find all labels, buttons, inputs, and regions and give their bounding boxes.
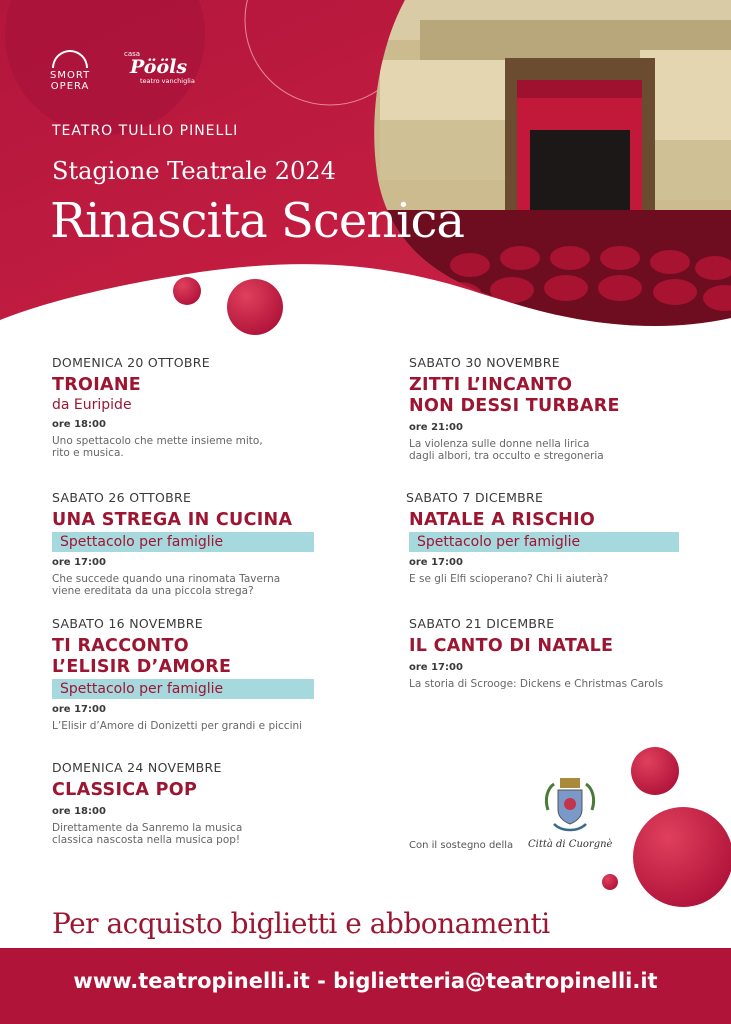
event-time: ore 17:00 [52,557,106,568]
event-zitti [409,355,620,462]
ball-right-medium [631,747,679,795]
family-badge: Spettacolo per famiglie [52,679,314,699]
event-time: ore 17:00 [52,704,106,715]
event-title: TROIANE [52,375,142,395]
coat-of-arms-icon [542,776,598,838]
event-time: ore 18:00 [52,419,106,430]
event-description: Uno spettacolo che mette insieme mito, rito e musica. [52,435,263,459]
event-description: La violenza sulle donne nella lirica dagli albori, tra occulto e stregoneria [409,438,604,462]
event-title: ZITTI L’INCANTO NON DESSI TURBARE [409,375,620,416]
event-title: TI RACCONTO L’ELISIR D’AMORE [52,636,232,677]
event-description: Che succede quando una rinomata Taverna viene ereditata da una piccola strega? [52,573,281,597]
tickets-heading: Per acquisto biglietti e abbonamenti [52,907,550,940]
logo-casa-text: casa [124,50,141,58]
event-troiane [52,355,263,459]
logo-opera-text: OPERA [50,81,90,92]
ball-right-tiny [602,874,618,890]
venue-name: TEATRO TULLIO PINELLI [52,123,239,139]
event-subtitle: da Euripide [52,397,132,413]
event-date: SABATO 16 NOVEMBRE [52,616,203,631]
event-description: L’Elisir d’Amore di Donizetti per grandi e piccini [52,720,303,732]
ball-medium [227,279,283,335]
event-date: DOMENICA 24 NOVEMBRE [52,760,222,775]
event-time: ore 18:00 [52,806,106,817]
city-name: Città di Cuorgnè [528,839,613,850]
logo-smart-o: O [66,70,76,81]
ball-right-large [633,807,731,907]
event-description: La storia di Scrooge: Dickens e Christmas Carols [409,678,664,690]
event-title: CLASSICA POP [52,780,198,800]
smart-opera-logo [50,50,90,92]
event-title: IL CANTO DI NATALE [409,636,614,656]
event-canto-natale [409,616,663,690]
event-time: ore 17:00 [409,557,463,568]
event-date: DOMENICA 20 OTTOBRE [52,355,210,370]
sponsor-label: Con il sostegno della [409,840,514,851]
event-title: NATALE A RISCHIO [409,510,596,530]
event-time: ore 21:00 [409,422,463,433]
logo-pools-text: Pööls [130,56,188,78]
event-date: SABATO 26 OTTOBRE [52,490,192,505]
event-strega [52,490,314,597]
event-date: SABATO 30 NOVEMBRE [409,355,560,370]
family-badge: Spettacolo per famiglie [52,532,314,552]
event-time: ore 17:00 [409,662,463,673]
logo-smart-part1: SM [50,70,67,81]
event-elisir [52,616,314,732]
contact-links[interactable]: www.teatropinelli.it - biglietteria@teatropinelli.it [73,969,658,993]
season-title: Stagione Teatrale 2024 [52,157,336,185]
casa-pools-logo [124,50,195,85]
ball-small [173,277,201,305]
headline: Rinascita Scenica [50,193,464,249]
event-classica-pop [52,760,242,846]
event-description: Direttamente da Sanremo la musica classica nascosta nella musica pop! [52,822,243,846]
event-title: UNA STREGA IN CUCINA [52,510,293,530]
logo-ring-icon [52,50,88,68]
logo-smart-part2: RT [75,70,91,81]
theatre-photo [370,0,731,340]
logo-sub-text: teatro vanchiglia [140,77,195,85]
event-date: SABATO 7 DICEMBRE [406,490,544,505]
event-description: E se gli Elfi scioperano? Chi li aiuterà? [409,573,609,585]
family-badge: Spettacolo per famiglie [409,532,679,552]
event-date: SABATO 21 DICEMBRE [409,616,555,631]
event-natale-rischio [406,490,679,585]
